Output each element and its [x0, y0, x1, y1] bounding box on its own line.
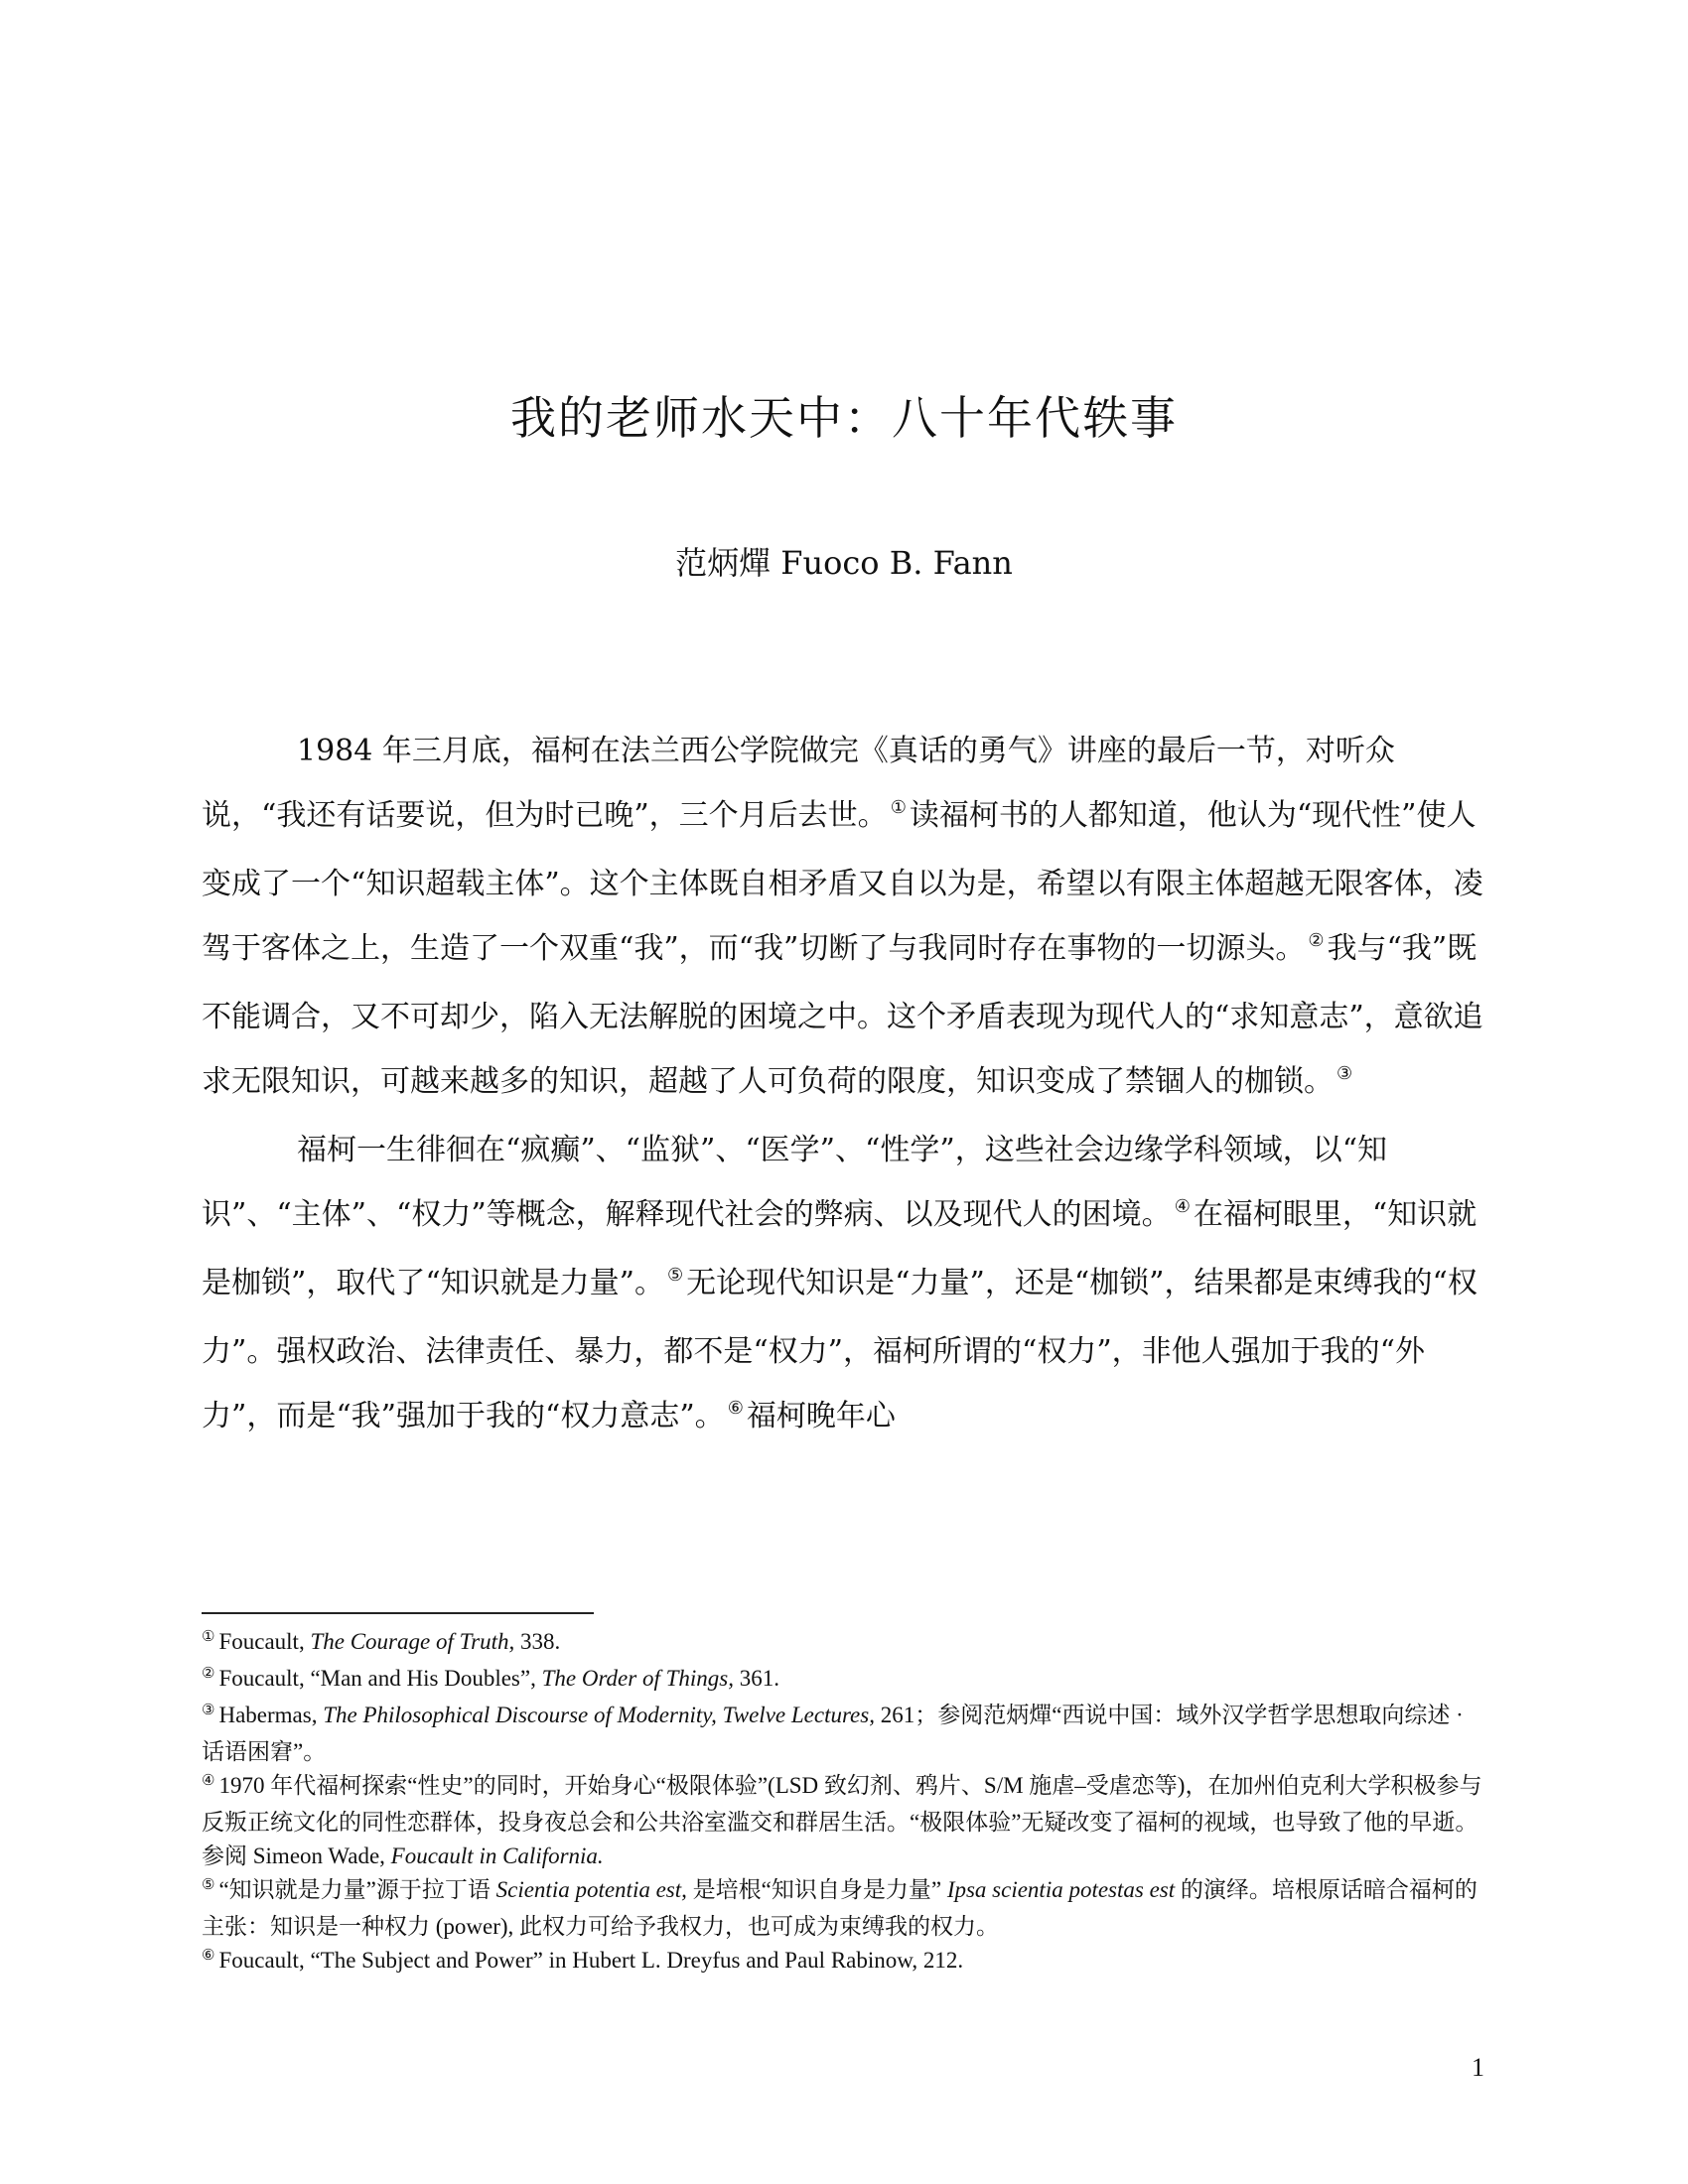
paragraph-text: 福柯一生徘徊在“疯癫”、“监狱”、“医学”、“性学”，这些社会边缘学科领域，以“知识”、“主体”、“权力”等概念，解释现代社会的弊病、以及现代人的困境。 [202, 1133, 1388, 1232]
footnote-title: Scientia potentia est, [495, 1877, 687, 1902]
footnote-text: Foucault, [218, 1629, 311, 1654]
footnote-text: “知识就是力量”源于拉丁语 [218, 1877, 496, 1902]
footnote [202, 1699, 1489, 1769]
paragraph-text: 在福柯眼里，“知识就是枷锁”，取代了“知识就是力量”。 [202, 1197, 1477, 1300]
footnote-mark: ③ [202, 1703, 215, 1718]
body-text [202, 719, 1489, 1452]
footnote-text: Foucault, “The Subject and Power” in Hubert L. Dreyfus and Paul Rabinow, 212. [218, 1948, 964, 1973]
paragraph-text: 读福柯书的人都知道，他认为“现代性”使人变成了一个“知识超载主体”。这个主体既自相矛盾又自以为是，希望以有限主体超越无限客体，凌驾于客体之上，生造了一个双重“我”，而“我”切断了与我同时存在事物的一切源头。 [202, 798, 1483, 966]
footnote-ref[interactable]: ⑥ [727, 1398, 744, 1419]
footnote-title: The Philosophical Discourse of Modernity, Twelve Lectures, [323, 1703, 875, 1727]
body-paragraph [202, 1118, 1489, 1452]
footnote-ref[interactable]: ② [1308, 930, 1325, 951]
footnote-mark: ⑤ [202, 1877, 215, 1893]
footnote-text: Foucault, “Man and His Doubles”, [218, 1666, 542, 1691]
footnote-mark: ② [202, 1666, 215, 1682]
body-paragraph [202, 719, 1489, 1118]
footnote-text: 261；参阅范炳燀“西说中国：域外汉学哲学思想取向综述 · 话语困窘”。 [202, 1703, 1464, 1764]
footnote-ref[interactable]: ① [890, 797, 907, 818]
footnote-text: 的演绎。培根原话暗合福柯的主张：知识是一种权力 (power), 此权力可给予我权力，也可成为束缚我的权力。 [202, 1877, 1477, 1939]
footnote-mark: ⑥ [202, 1948, 215, 1964]
author-line: 范炳燀 Fuoco B. Fann [675, 544, 1013, 582]
footnotes [202, 1625, 1489, 1980]
footnote-ref[interactable]: ③ [1336, 1063, 1353, 1084]
footnote-divider [202, 1612, 594, 1614]
footnote-text: 是培根“知识自身是力量” [686, 1877, 947, 1902]
footnote [202, 1944, 1489, 1980]
paragraph-text: 无论现代知识是“力量”，还是“枷锁”，结果都是束缚我的“权力”。强权政治、法律责任、暴力，都不是“权力”，福柯所谓的“权力”，非他人强加于我的“外力”，而是“我”强加于我的“权力意志”。 [202, 1266, 1477, 1433]
footnote-text: Habermas, [218, 1703, 324, 1727]
page-title: 我的老师水天中：八十年代轶事 [510, 391, 1178, 445]
footnote-ref[interactable]: ④ [1174, 1196, 1191, 1217]
footnote-title: Foucault in California. [390, 1843, 604, 1868]
footnote-text: 338. [514, 1629, 561, 1654]
footnote-title: The Courage of Truth, [310, 1629, 515, 1654]
footnote-mark: ① [202, 1629, 215, 1645]
paragraph-text: 福柯晚年心 [746, 1399, 896, 1433]
footnote-text: 1970 年代福柯探索“性史”的同时，开始身心“极限体验”(LSD 致幻剂、鸦片、S/M 施虐–受虐恋等)，在加州伯克利大学积极参与反叛正统文化的同性恋群体，投身夜总会和公共浴室滥交和群居生活。“极限体验”无疑改变了福柯的视域，也导致了他的早逝。参阅 Simeon Wade, [202, 1773, 1482, 1868]
footnote-mark: ④ [202, 1773, 215, 1789]
footnote-title: The Order of Things, [541, 1666, 734, 1691]
paragraph-text: 我与“我”既不能调合，又不可却少，陷入无法解脱的困境之中。这个矛盾表现为现代人的“求知意志”，意欲追求无限知识，可越来越多的知识，超越了人可负荷的限度，知识变成了禁锢人的枷锁。 [202, 931, 1483, 1099]
paragraph-text: 1984 年三月底，福柯在法兰西公学院做完《真话的勇气》讲座的最后一节，对听众说，“我还有话要说，但为时已晚”，三个月后去世。 [202, 734, 1395, 833]
footnote-ref[interactable]: ⑤ [667, 1265, 684, 1286]
footnote-title: Ipsa scientia potestas est [946, 1877, 1176, 1902]
footnote-text: 361. [733, 1666, 779, 1691]
footnote [202, 1625, 1489, 1662]
page-number: 1 [1472, 2053, 1484, 2082]
footnote [202, 1769, 1489, 1873]
footnote [202, 1662, 1489, 1699]
footnote [202, 1873, 1489, 1944]
